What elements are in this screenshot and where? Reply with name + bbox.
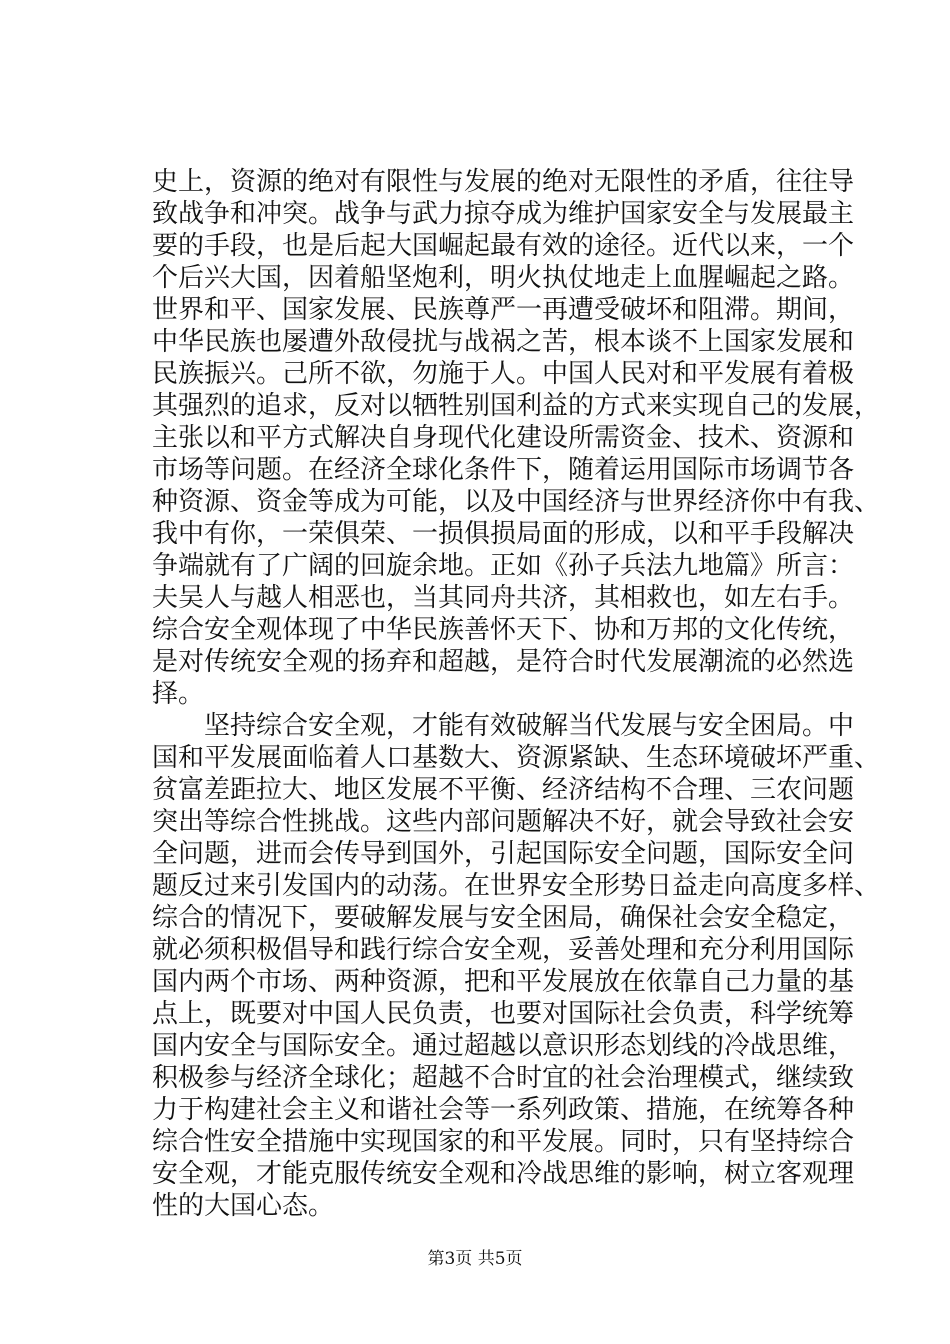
paragraph-line: 民族振兴。己所不欲，勿施于人。中国人民对和平发展有着极 (152, 359, 855, 389)
paragraph-line: 国和平发展面临着人口基数大、资源紧缺、生态环境破坏严重、 (152, 743, 881, 773)
paragraph-line: 种资源、资金等成为可能，以及中国经济与世界经济你中有我、 (152, 487, 881, 517)
paragraph-2 (152, 710, 881, 1222)
paragraph-line: 主张以和平方式解决自身现代化建设所需资金、技术、资源和 (152, 423, 855, 453)
paragraph-line: 性的大国心态。 (152, 1191, 335, 1221)
page-footer (0, 1248, 950, 1270)
paragraph-line: 世界和平、国家发展、民族尊严一再遭受破坏和阻滞。期间， (152, 295, 855, 325)
paragraph-line: 国内安全与国际安全。通过超越以意识形态划线的冷战思维， (152, 1031, 855, 1061)
paragraph-line: 我中有你，一荣俱荣、一损俱损局面的形成，以和平手段解决 (152, 519, 855, 549)
paragraph-line: 突出等综合性挑战。这些内部问题解决不好，就会导致社会安 (152, 807, 855, 837)
paragraph-1 (152, 166, 881, 710)
paragraph-line: 要的手段，也是后起大国崛起最有效的途径。近代以来，一个 (152, 231, 855, 261)
paragraph-line: 坚持综合安全观，才能有效破解当代发展与安全困局。中 (204, 711, 855, 741)
paragraph-line: 夫吴人与越人相恶也，当其同舟共济，其相救也，如左右手。 (152, 583, 855, 613)
paragraph-line: 致战争和冲突。战争与武力掠夺成为维护国家安全与发展最主 (152, 199, 855, 229)
paragraph-line: 综合性安全措施中实现国家的和平发展。同时，只有坚持综合 (152, 1127, 855, 1157)
paragraph-line: 是对传统安全观的扬弃和超越，是符合时代发展潮流的必然选 (152, 647, 855, 677)
paragraph-line: 全问题，进而会传导到国外，引起国际安全问题，国际安全问 (152, 839, 855, 869)
paragraph-line: 题反过来引发国内的动荡。在世界安全形势日益走向高度多样、 (152, 871, 881, 901)
paragraph-line: 积极参与经济全球化；超越不合时宜的社会治理模式，继续致 (152, 1063, 855, 1093)
paragraph-line: 中华民族也屡遭外敌侵扰与战祸之苦，根本谈不上国家发展和 (152, 327, 855, 357)
paragraph-line: 史上，资源的绝对有限性与发展的绝对无限性的矛盾，往往导 (152, 167, 855, 197)
paragraph-line: 国内两个市场、两种资源，把和平发展放在依靠自己力量的基 (152, 967, 855, 997)
paragraph-line: 市场等问题。在经济全球化条件下，随着运用国际市场调节各 (152, 455, 855, 485)
paragraph-line: 择。 (152, 679, 205, 709)
paragraph-line: 其强烈的追求，反对以牺牲别国利益的方式来实现自己的发展， (152, 391, 881, 421)
paragraph-line: 就必须积极倡导和践行综合安全观，妥善处理和充分利用国际 (152, 935, 855, 965)
page-number-label: 第3页 共5页 (427, 1249, 523, 1269)
paragraph-line: 综合安全观体现了中华民族善怀天下、协和万邦的文化传统， (152, 615, 855, 645)
paragraph-line: 争端就有了广阔的回旋余地。正如《孙子兵法九地篇》所言： (152, 551, 855, 581)
paragraph-line: 点上，既要对中国人民负责，也要对国际社会负责，科学统筹 (152, 999, 855, 1029)
paragraph-line: 安全观，才能克服传统安全观和冷战思维的影响，树立客观理 (152, 1159, 855, 1189)
document-body (152, 166, 881, 1222)
paragraph-line: 力于构建社会主义和谐社会等一系列政策、措施，在统筹各种 (152, 1095, 855, 1125)
paragraph-line: 个后兴大国，因着船坚炮利，明火执仗地走上血腥崛起之路。 (152, 263, 855, 293)
paragraph-line: 贫富差距拉大、地区发展不平衡、经济结构不合理、三农问题 (152, 775, 855, 805)
paragraph-line: 综合的情况下，要破解发展与安全困局，确保社会安全稳定， (152, 903, 855, 933)
